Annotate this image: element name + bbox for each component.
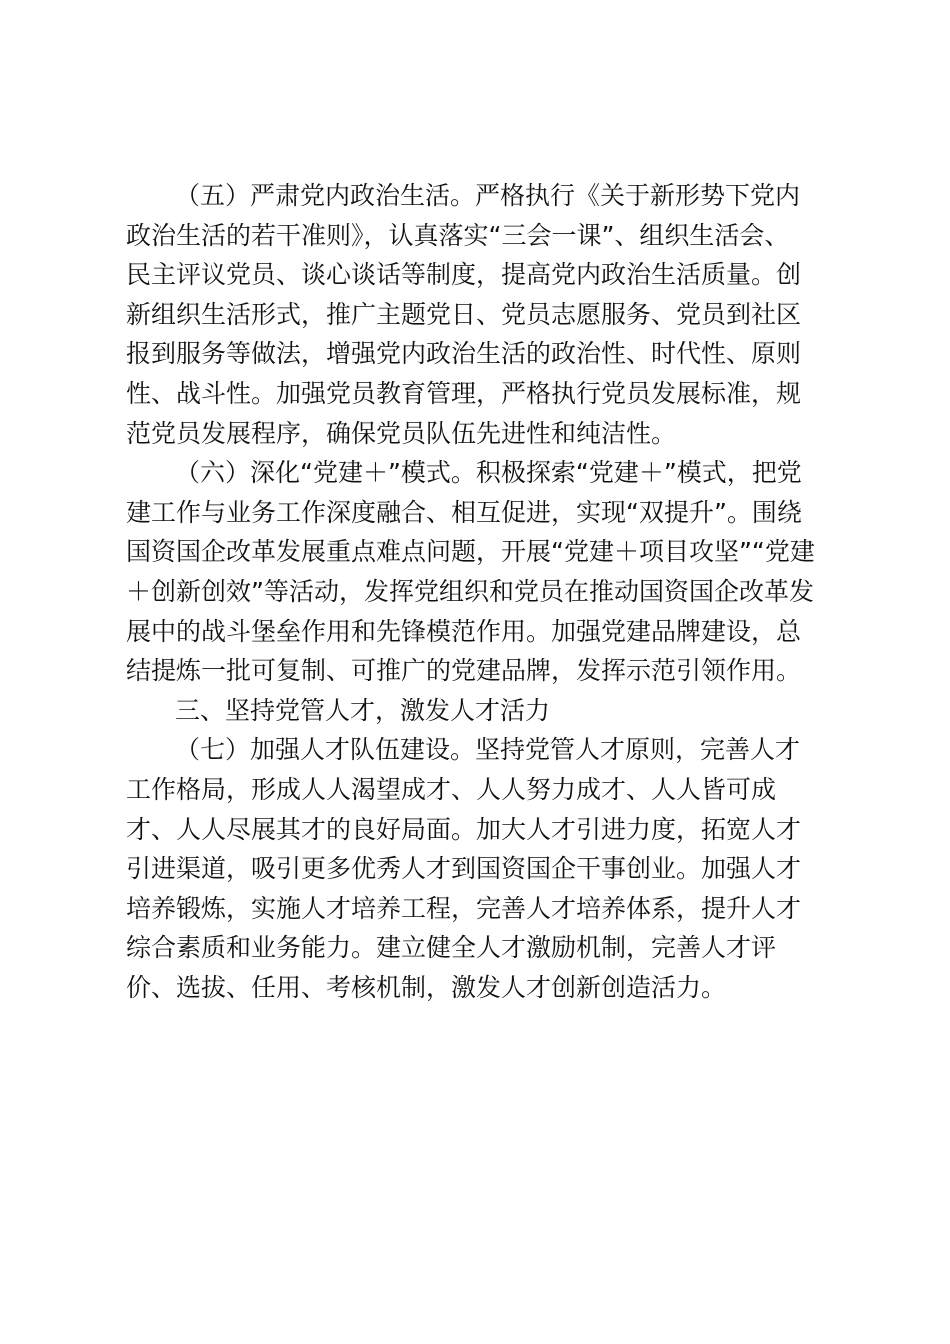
text-line: 范党员发展程序，确保党员队伍先进性和纯洁性。	[126, 418, 677, 448]
text-line: （五）严肃党内政治生活。严格执行《关于新形势下党内	[175, 181, 801, 210]
text-line: 培养锻炼，实施人才培养工程，完善人才培养体系，提升人才	[126, 893, 802, 923]
text-line: 报到服务等做法，增强党内政治生活的政治性、时代性、原则	[126, 339, 802, 369]
text-line: （六）深化“党建＋”模式。积极探索“党建＋”模式，把党	[175, 458, 802, 488]
text-line: 国资国企改革发展重点难点问题，开展“党建＋项目攻坚”“党建	[126, 537, 815, 567]
text-line: 建工作与业务工作深度融合、相互促进，实现“双提升”。围绕	[126, 497, 802, 527]
text-line: 结提炼一批可复制、可推广的党建品牌，发挥示范引领作用。	[126, 656, 802, 686]
text-line: 新组织生活形式，推广主题党日、党员志愿服务、党员到社区	[126, 299, 802, 329]
text-line: 价、选拔、任用、考核机制，激发人才创新创造活力。	[126, 972, 727, 1002]
text-line: ＋创新创效”等活动，发挥党组织和党员在推动国资国企改革发	[126, 576, 814, 606]
text-line: 政治生活的若干准则》，认真落实“三会一课”、组织生活会、	[126, 220, 790, 250]
text-line: 民主评议党员、谈心谈话等制度，提高党内政治生活质量。创	[126, 260, 802, 290]
text-line: 引进渠道，吸引更多优秀人才到国资国企干事创业。加强人才	[126, 854, 802, 884]
section-heading: 三、坚持党管人才，激发人才活力	[175, 695, 551, 725]
text-line: 工作格局，形成人人渴望成才、人人努力成才、人人皆可成	[126, 774, 777, 804]
text-line: （七）加强人才队伍建设。坚持党管人才原则，完善人才	[175, 735, 801, 765]
paragraph-section-6	[126, 453, 826, 691]
paragraph-section-7	[126, 730, 826, 1007]
paragraph-section-5	[126, 176, 826, 453]
document-body	[126, 176, 826, 1007]
text-line: 性、战斗性。加强党员教育管理，严格执行党员发展标准，规	[126, 378, 802, 408]
text-line: 才、人人尽展其才的良好局面。加大人才引进力度，拓宽人才	[126, 814, 802, 844]
text-line: 展中的战斗堡垒作用和先锋模范作用。加强党建品牌建设，总	[126, 616, 802, 646]
text-line: 综合素质和业务能力。建立健全人才激励机制，完善人才评	[126, 933, 777, 963]
